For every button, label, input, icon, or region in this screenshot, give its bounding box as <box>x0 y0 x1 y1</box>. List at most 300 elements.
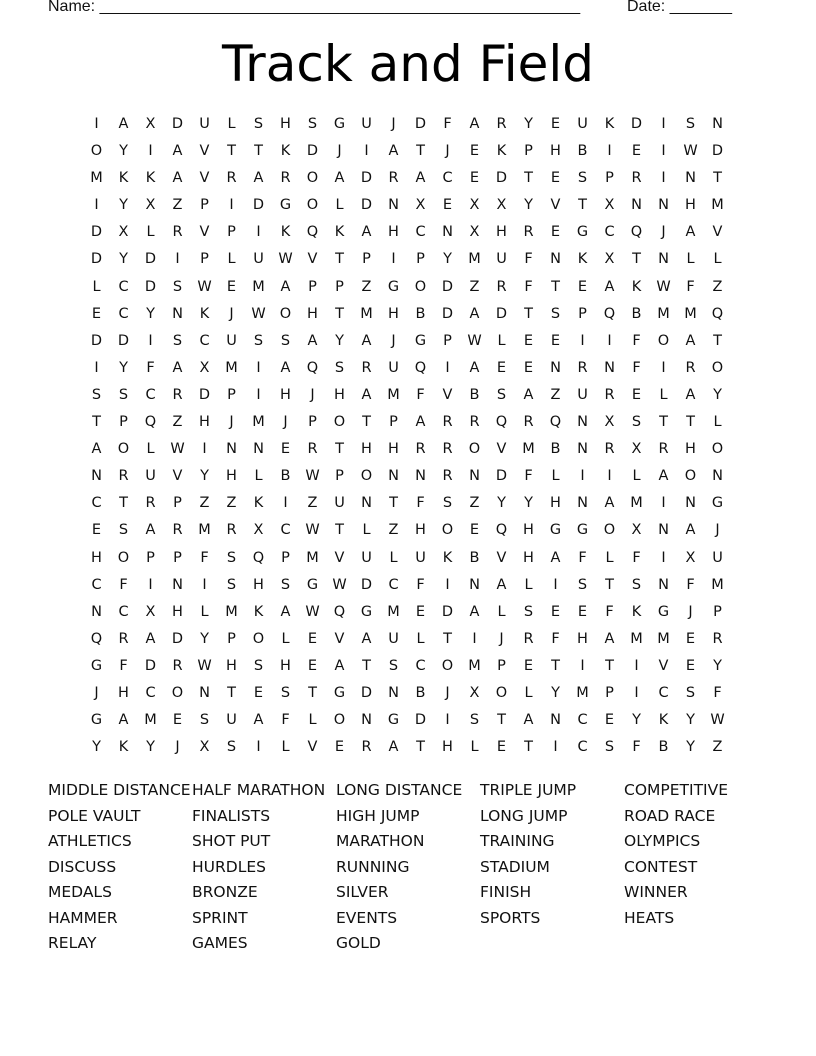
grid-cell[interactable]: L <box>497 603 506 620</box>
grid-cell[interactable]: H <box>361 441 372 458</box>
grid-cell[interactable]: U <box>145 468 156 485</box>
grid-cell[interactable]: E <box>604 712 615 729</box>
grid-cell[interactable]: A <box>388 739 399 756</box>
grid-cell[interactable]: S <box>118 386 129 403</box>
grid-cell[interactable]: N <box>550 712 561 729</box>
grid-cell[interactable]: H <box>280 116 291 132</box>
grid-cell[interactable]: D <box>711 143 724 160</box>
grid-cell[interactable]: I <box>202 441 207 458</box>
grid-cell[interactable]: L <box>227 251 236 268</box>
grid-cell[interactable]: I <box>391 251 396 268</box>
grid-cell[interactable]: J <box>310 386 315 403</box>
grid-cell[interactable]: P <box>281 549 290 566</box>
grid-cell[interactable]: R <box>172 522 183 539</box>
grid-cell[interactable]: L <box>335 197 344 214</box>
grid-cell[interactable]: U <box>226 712 237 729</box>
grid-cell[interactable]: P <box>119 414 128 431</box>
grid-cell[interactable]: G <box>414 332 427 349</box>
grid-cell[interactable]: M <box>387 386 400 403</box>
grid-cell[interactable]: I <box>175 251 180 268</box>
grid-cell[interactable]: Z <box>172 197 183 214</box>
grid-cell[interactable]: A <box>469 603 480 620</box>
grid-cell[interactable]: Y <box>713 657 722 674</box>
grid-cell[interactable]: I <box>661 116 666 132</box>
grid-cell[interactable]: D <box>414 116 427 132</box>
grid-cell[interactable]: A <box>685 332 696 349</box>
grid-cell[interactable]: G <box>279 197 292 214</box>
grid-cell[interactable]: U <box>226 332 237 349</box>
grid-cell[interactable]: V <box>712 224 723 241</box>
grid-cell[interactable]: E <box>469 170 480 187</box>
grid-cell[interactable]: I <box>283 495 288 512</box>
grid-cell[interactable]: A <box>604 278 615 295</box>
grid-cell[interactable]: M <box>630 495 643 512</box>
grid-cell[interactable]: C <box>577 712 588 729</box>
grid-cell[interactable]: E <box>523 657 534 674</box>
grid-cell[interactable]: H <box>253 576 264 593</box>
grid-cell[interactable]: Z <box>712 278 723 295</box>
grid-cell[interactable]: Z <box>199 495 210 512</box>
grid-cell[interactable]: C <box>145 684 156 701</box>
grid-cell[interactable]: Q <box>495 414 508 431</box>
grid-cell[interactable]: D <box>360 684 373 701</box>
grid-cell[interactable]: E <box>415 603 426 620</box>
grid-cell[interactable]: L <box>92 278 101 295</box>
grid-cell[interactable]: C <box>577 739 588 756</box>
grid-cell[interactable]: A <box>523 386 534 403</box>
grid-cell[interactable]: V <box>172 468 183 485</box>
grid-cell[interactable]: U <box>712 549 723 566</box>
grid-cell[interactable]: P <box>713 603 722 620</box>
grid-cell[interactable]: X <box>118 224 129 241</box>
grid-cell[interactable]: O <box>441 522 454 539</box>
grid-cell[interactable]: I <box>94 197 99 214</box>
grid-cell[interactable]: R <box>172 224 183 241</box>
grid-cell[interactable]: S <box>280 332 291 349</box>
grid-cell[interactable]: D <box>117 332 130 349</box>
grid-cell[interactable]: N <box>685 495 696 512</box>
grid-cell[interactable]: P <box>416 251 425 268</box>
grid-cell[interactable]: A <box>172 170 183 187</box>
grid-cell[interactable]: I <box>148 576 153 593</box>
grid-cell[interactable]: D <box>441 305 454 322</box>
grid-cell[interactable]: M <box>468 657 481 674</box>
grid-cell[interactable]: K <box>631 278 642 295</box>
grid-cell[interactable]: S <box>604 739 615 756</box>
grid-cell[interactable]: T <box>335 522 344 539</box>
grid-cell[interactable]: E <box>442 197 453 214</box>
grid-cell[interactable]: P <box>227 386 236 403</box>
grid-cell[interactable]: K <box>118 739 129 756</box>
grid-cell[interactable]: W <box>467 332 482 349</box>
grid-cell[interactable]: I <box>256 386 261 403</box>
grid-cell[interactable]: X <box>631 441 642 458</box>
grid-cell[interactable]: C <box>604 224 615 241</box>
grid-cell[interactable]: I <box>256 359 261 376</box>
grid-cell[interactable]: M <box>225 359 238 376</box>
grid-cell[interactable]: L <box>416 630 425 647</box>
grid-cell[interactable]: K <box>253 495 264 512</box>
grid-cell[interactable]: J <box>94 684 99 701</box>
grid-cell[interactable]: D <box>198 386 211 403</box>
grid-cell[interactable]: A <box>469 305 480 322</box>
grid-cell[interactable]: I <box>256 224 261 241</box>
grid-cell[interactable]: N <box>388 468 399 485</box>
grid-cell[interactable]: U <box>388 359 399 376</box>
grid-cell[interactable]: A <box>145 630 156 647</box>
grid-cell[interactable]: H <box>334 386 345 403</box>
grid-cell[interactable]: N <box>361 712 372 729</box>
grid-cell[interactable]: H <box>226 468 237 485</box>
grid-cell[interactable]: L <box>227 116 236 132</box>
grid-cell[interactable]: U <box>415 549 426 566</box>
grid-cell[interactable]: L <box>281 739 290 756</box>
grid-cell[interactable]: R <box>469 414 480 431</box>
grid-cell[interactable]: Q <box>306 224 319 241</box>
grid-cell[interactable]: T <box>335 305 344 322</box>
grid-cell[interactable]: M <box>657 630 670 647</box>
grid-cell[interactable]: A <box>361 224 372 241</box>
grid-cell[interactable]: N <box>712 468 723 485</box>
grid-cell[interactable]: B <box>631 305 642 322</box>
grid-cell[interactable]: S <box>685 116 696 132</box>
grid-cell[interactable]: A <box>523 712 534 729</box>
grid-cell[interactable]: I <box>202 576 207 593</box>
grid-cell[interactable]: K <box>442 549 453 566</box>
grid-cell[interactable]: H <box>550 495 561 512</box>
grid-cell[interactable]: F <box>578 549 587 566</box>
grid-cell[interactable]: I <box>580 657 585 674</box>
grid-cell[interactable]: G <box>711 495 724 512</box>
grid-cell[interactable]: M <box>711 197 724 214</box>
grid-cell[interactable]: Y <box>119 359 128 376</box>
grid-cell[interactable]: I <box>256 739 261 756</box>
grid-cell[interactable]: Z <box>712 739 723 756</box>
grid-cell[interactable]: N <box>226 441 237 458</box>
grid-cell[interactable]: M <box>90 170 103 187</box>
grid-cell[interactable]: V <box>658 657 669 674</box>
grid-cell[interactable]: G <box>657 603 670 620</box>
grid-cell[interactable]: L <box>254 468 263 485</box>
grid-cell[interactable]: O <box>711 441 724 458</box>
grid-cell[interactable]: N <box>577 495 588 512</box>
grid-cell[interactable]: R <box>712 630 723 647</box>
grid-cell[interactable]: S <box>280 684 291 701</box>
grid-cell[interactable]: P <box>335 468 344 485</box>
grid-cell[interactable]: C <box>145 386 156 403</box>
grid-cell[interactable]: D <box>90 332 103 349</box>
grid-cell[interactable]: R <box>496 116 507 132</box>
grid-cell[interactable]: S <box>631 576 642 593</box>
grid-cell[interactable]: U <box>577 116 588 132</box>
grid-cell[interactable]: M <box>252 278 265 295</box>
grid-cell[interactable]: Z <box>307 495 318 512</box>
grid-cell[interactable]: N <box>550 359 561 376</box>
grid-cell[interactable]: A <box>388 143 399 160</box>
grid-cell[interactable]: R <box>361 359 372 376</box>
grid-cell[interactable]: O <box>603 522 616 539</box>
grid-cell[interactable]: Y <box>686 712 695 729</box>
grid-cell[interactable]: F <box>416 495 425 512</box>
grid-cell[interactable]: A <box>91 441 102 458</box>
grid-cell[interactable]: A <box>361 386 372 403</box>
grid-cell[interactable]: J <box>391 116 396 132</box>
grid-cell[interactable]: R <box>388 170 399 187</box>
grid-cell[interactable]: V <box>496 441 507 458</box>
grid-cell[interactable]: K <box>658 712 669 729</box>
grid-cell[interactable]: N <box>91 468 102 485</box>
grid-cell[interactable]: S <box>253 116 264 132</box>
grid-cell[interactable]: P <box>335 278 344 295</box>
grid-cell[interactable]: I <box>661 170 666 187</box>
grid-cell[interactable]: D <box>171 116 184 132</box>
grid-cell[interactable]: U <box>577 386 588 403</box>
grid-cell[interactable]: A <box>280 603 291 620</box>
grid-cell[interactable]: C <box>280 522 291 539</box>
grid-cell[interactable]: F <box>605 603 614 620</box>
grid-cell[interactable]: A <box>253 712 264 729</box>
grid-cell[interactable]: K <box>253 603 264 620</box>
grid-cell[interactable]: F <box>119 576 128 593</box>
grid-cell[interactable]: L <box>308 712 317 729</box>
grid-cell[interactable]: P <box>200 251 209 268</box>
grid-cell[interactable]: N <box>469 468 480 485</box>
grid-cell[interactable]: N <box>388 197 399 214</box>
grid-cell[interactable]: B <box>280 468 291 485</box>
grid-cell[interactable]: Q <box>333 603 346 620</box>
grid-cell[interactable]: A <box>685 522 696 539</box>
grid-cell[interactable]: L <box>389 549 398 566</box>
grid-cell[interactable]: L <box>524 576 533 593</box>
grid-cell[interactable]: T <box>389 495 398 512</box>
grid-cell[interactable]: P <box>200 197 209 214</box>
grid-cell[interactable]: P <box>308 414 317 431</box>
grid-cell[interactable]: P <box>227 224 236 241</box>
grid-cell[interactable]: T <box>227 143 236 160</box>
grid-cell[interactable]: D <box>630 116 643 132</box>
grid-cell[interactable]: F <box>551 630 560 647</box>
grid-cell[interactable]: N <box>91 603 102 620</box>
grid-cell[interactable]: O <box>414 278 427 295</box>
grid-cell[interactable]: T <box>605 657 614 674</box>
grid-cell[interactable]: C <box>658 684 669 701</box>
grid-cell[interactable]: O <box>117 549 130 566</box>
grid-cell[interactable]: D <box>171 630 184 647</box>
grid-cell[interactable]: U <box>199 116 210 132</box>
grid-cell[interactable]: T <box>227 684 236 701</box>
grid-cell[interactable]: R <box>685 359 696 376</box>
grid-cell[interactable]: K <box>577 251 588 268</box>
grid-cell[interactable]: R <box>361 739 372 756</box>
grid-cell[interactable]: T <box>524 170 533 187</box>
grid-cell[interactable]: P <box>146 549 155 566</box>
grid-cell[interactable]: Y <box>119 251 128 268</box>
grid-cell[interactable]: H <box>685 197 696 214</box>
grid-cell[interactable]: A <box>415 414 426 431</box>
grid-cell[interactable]: S <box>442 495 453 512</box>
grid-cell[interactable]: H <box>577 630 588 647</box>
grid-cell[interactable]: X <box>604 414 615 431</box>
grid-cell[interactable]: O <box>333 414 346 431</box>
grid-cell[interactable]: T <box>686 414 695 431</box>
grid-cell[interactable]: X <box>145 603 156 620</box>
grid-cell[interactable]: D <box>360 576 373 593</box>
grid-cell[interactable]: C <box>91 495 102 512</box>
grid-cell[interactable]: T <box>713 332 722 349</box>
grid-cell[interactable]: U <box>334 495 345 512</box>
grid-cell[interactable]: B <box>577 143 588 160</box>
grid-cell[interactable]: R <box>496 278 507 295</box>
grid-cell[interactable]: O <box>657 332 670 349</box>
grid-cell[interactable]: G <box>576 522 589 539</box>
grid-cell[interactable]: Q <box>144 414 157 431</box>
grid-cell[interactable]: A <box>172 143 183 160</box>
grid-cell[interactable]: T <box>416 739 425 756</box>
grid-cell[interactable]: L <box>551 468 560 485</box>
grid-cell[interactable]: H <box>280 657 291 674</box>
grid-cell[interactable]: M <box>198 522 211 539</box>
grid-cell[interactable]: W <box>305 603 320 620</box>
grid-cell[interactable]: T <box>713 170 722 187</box>
grid-cell[interactable]: C <box>415 224 426 241</box>
grid-cell[interactable]: S <box>469 712 480 729</box>
grid-cell[interactable]: R <box>604 386 615 403</box>
grid-cell[interactable]: A <box>685 224 696 241</box>
grid-cell[interactable]: M <box>360 305 373 322</box>
grid-cell[interactable]: S <box>226 739 237 756</box>
grid-cell[interactable]: H <box>388 305 399 322</box>
grid-cell[interactable]: E <box>685 657 696 674</box>
grid-cell[interactable]: B <box>658 739 669 756</box>
grid-cell[interactable]: P <box>443 332 452 349</box>
grid-cell[interactable]: Y <box>119 197 128 214</box>
grid-cell[interactable]: D <box>90 224 103 241</box>
grid-cell[interactable]: V <box>307 251 318 268</box>
grid-cell[interactable]: D <box>144 278 157 295</box>
grid-cell[interactable]: K <box>604 116 615 132</box>
grid-cell[interactable]: Q <box>711 305 724 322</box>
grid-cell[interactable]: A <box>658 468 669 485</box>
grid-cell[interactable]: E <box>307 630 318 647</box>
grid-cell[interactable]: E <box>550 332 561 349</box>
grid-cell[interactable]: E <box>307 657 318 674</box>
grid-cell[interactable]: B <box>415 684 426 701</box>
grid-cell[interactable]: N <box>415 468 426 485</box>
grid-cell[interactable]: Z <box>361 278 372 295</box>
grid-cell[interactable]: E <box>253 684 264 701</box>
grid-cell[interactable]: E <box>550 224 561 241</box>
grid-cell[interactable]: A <box>361 630 372 647</box>
grid-cell[interactable]: P <box>497 657 506 674</box>
grid-cell[interactable]: G <box>387 278 400 295</box>
grid-cell[interactable]: T <box>416 143 425 160</box>
grid-cell[interactable]: Z <box>469 495 480 512</box>
grid-cell[interactable]: E <box>550 170 561 187</box>
grid-cell[interactable]: J <box>337 143 342 160</box>
grid-cell[interactable]: P <box>524 143 533 160</box>
grid-cell[interactable]: M <box>306 549 319 566</box>
grid-cell[interactable]: H <box>280 386 291 403</box>
grid-cell[interactable]: V <box>199 143 210 160</box>
grid-cell[interactable]: F <box>632 332 641 349</box>
grid-cell[interactable]: F <box>281 712 290 729</box>
grid-cell[interactable]: X <box>604 251 615 268</box>
grid-cell[interactable]: C <box>118 305 129 322</box>
grid-cell[interactable]: Y <box>119 143 128 160</box>
grid-cell[interactable]: D <box>441 278 454 295</box>
grid-cell[interactable]: R <box>604 441 615 458</box>
grid-cell[interactable]: J <box>661 224 666 241</box>
grid-cell[interactable]: S <box>523 603 534 620</box>
grid-cell[interactable]: G <box>576 224 589 241</box>
grid-cell[interactable]: U <box>496 251 507 268</box>
grid-cell[interactable]: N <box>361 495 372 512</box>
grid-cell[interactable]: L <box>497 332 506 349</box>
grid-cell[interactable]: H <box>199 414 210 431</box>
grid-cell[interactable]: I <box>580 332 585 349</box>
grid-cell[interactable]: E <box>226 278 237 295</box>
grid-cell[interactable]: E <box>334 739 345 756</box>
grid-cell[interactable]: G <box>333 684 346 701</box>
grid-cell[interactable]: K <box>334 224 345 241</box>
grid-cell[interactable]: T <box>443 630 452 647</box>
grid-cell[interactable]: I <box>607 332 612 349</box>
grid-cell[interactable]: E <box>550 116 561 132</box>
grid-cell[interactable]: E <box>631 143 642 160</box>
grid-cell[interactable]: G <box>549 522 562 539</box>
grid-cell[interactable]: E <box>91 522 102 539</box>
grid-cell[interactable]: J <box>229 305 234 322</box>
grid-cell[interactable]: Q <box>414 359 427 376</box>
grid-cell[interactable]: J <box>283 414 288 431</box>
grid-cell[interactable]: Y <box>524 197 533 214</box>
grid-cell[interactable]: E <box>685 630 696 647</box>
grid-cell[interactable]: N <box>577 414 588 431</box>
grid-cell[interactable]: X <box>199 739 210 756</box>
grid-cell[interactable]: R <box>145 495 156 512</box>
grid-cell[interactable]: Y <box>632 712 641 729</box>
grid-cell[interactable]: I <box>661 549 666 566</box>
grid-cell[interactable]: R <box>280 170 291 187</box>
grid-cell[interactable]: S <box>631 414 642 431</box>
grid-cell[interactable]: O <box>495 684 508 701</box>
grid-cell[interactable]: G <box>90 712 103 729</box>
grid-cell[interactable]: R <box>523 414 534 431</box>
grid-cell[interactable]: L <box>713 414 722 431</box>
grid-cell[interactable]: B <box>415 305 426 322</box>
grid-cell[interactable]: A <box>118 712 129 729</box>
grid-cell[interactable]: P <box>578 305 587 322</box>
grid-cell[interactable]: O <box>468 441 481 458</box>
grid-cell[interactable]: W <box>305 468 320 485</box>
grid-cell[interactable]: S <box>550 305 561 322</box>
grid-cell[interactable]: H <box>415 522 426 539</box>
grid-cell[interactable]: N <box>658 576 669 593</box>
grid-cell[interactable]: T <box>335 441 344 458</box>
grid-cell[interactable]: J <box>175 739 180 756</box>
grid-cell[interactable]: T <box>362 657 371 674</box>
grid-cell[interactable]: L <box>659 386 668 403</box>
grid-cell[interactable]: O <box>441 657 454 674</box>
grid-cell[interactable]: C <box>118 278 129 295</box>
grid-cell[interactable]: R <box>523 630 534 647</box>
grid-cell[interactable]: C <box>91 576 102 593</box>
grid-cell[interactable]: D <box>306 143 319 160</box>
grid-cell[interactable]: X <box>145 116 156 132</box>
grid-cell[interactable]: L <box>470 739 479 756</box>
grid-cell[interactable]: L <box>362 522 371 539</box>
grid-cell[interactable]: H <box>442 739 453 756</box>
